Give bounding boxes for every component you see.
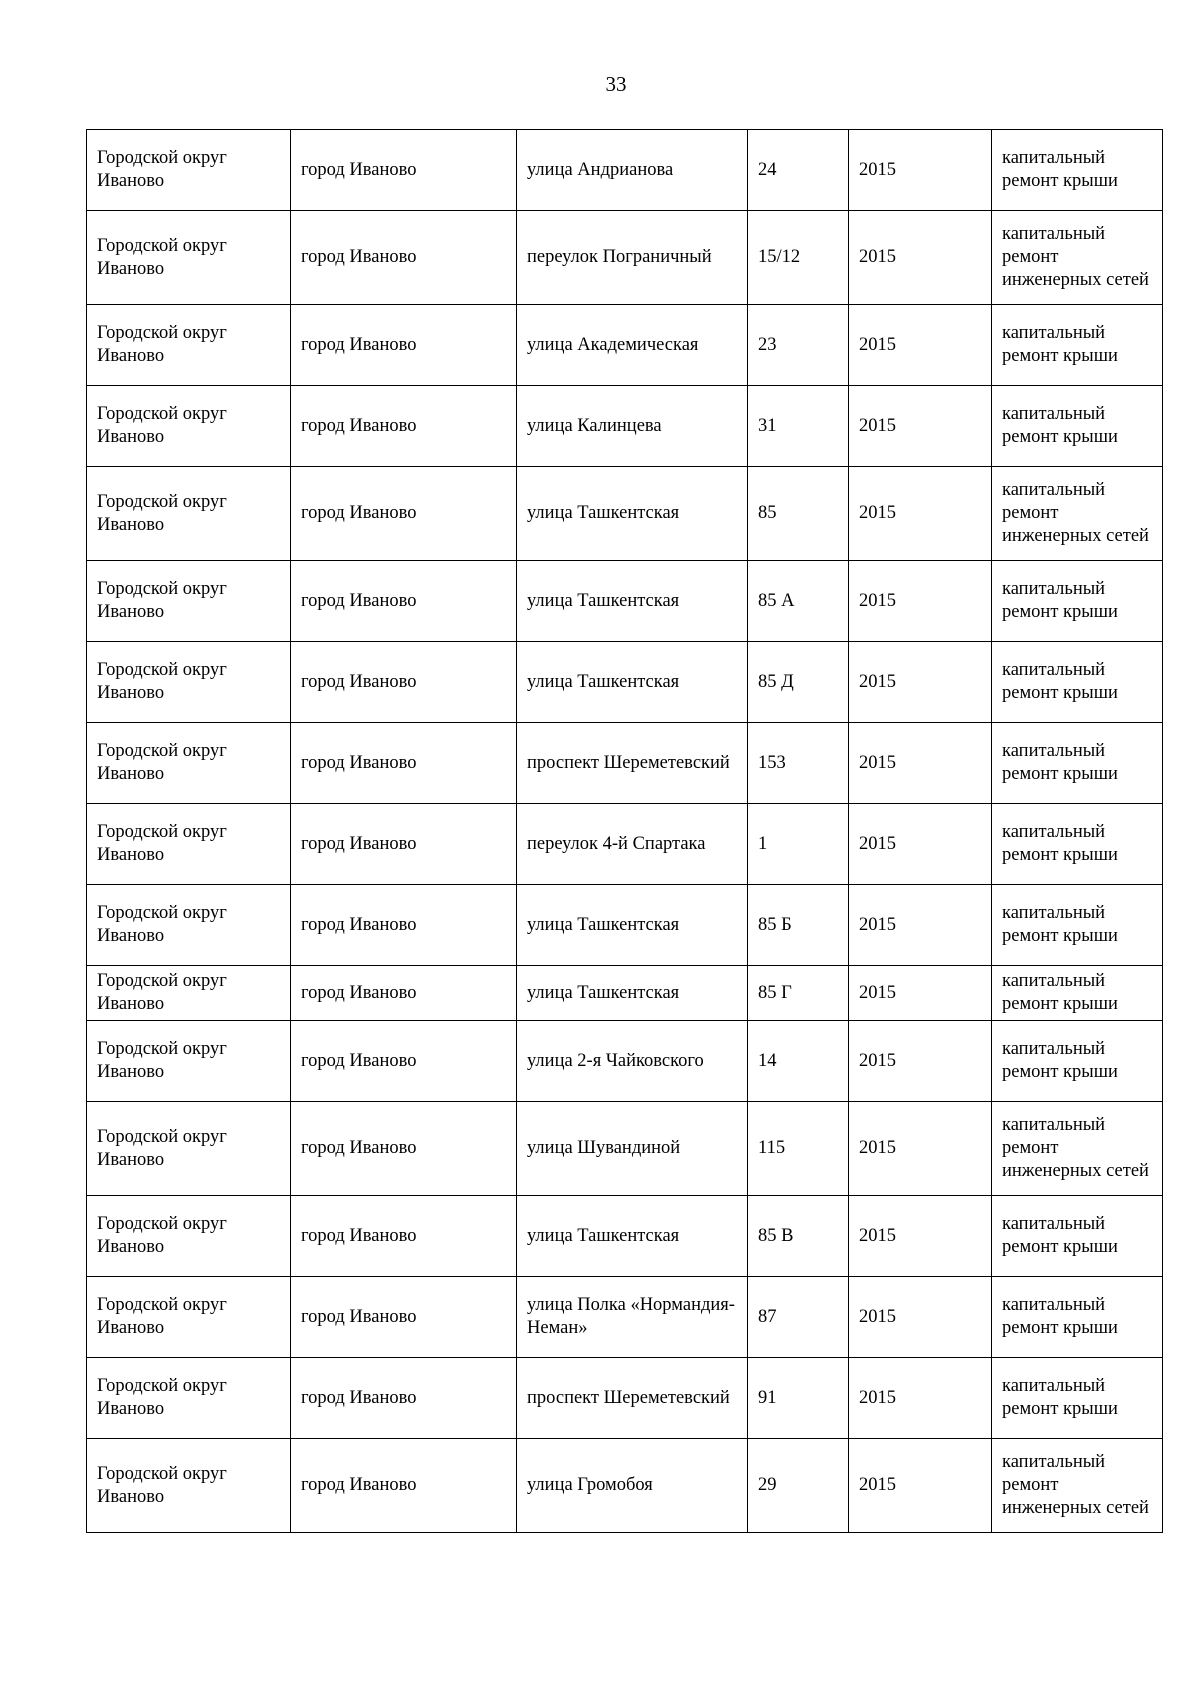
house-number-cell: 85 Б	[748, 885, 849, 966]
table-row	[87, 1021, 1163, 1102]
district-cell: Городской округ Иваново	[87, 211, 291, 305]
city-cell: город Иваново	[291, 885, 517, 966]
street-cell: улица Андрианова	[517, 130, 748, 211]
house-number-cell: 1	[748, 804, 849, 885]
house-number-cell: 85 Г	[748, 966, 849, 1021]
work-type-cell: капитальный ремонт инженерных сетей	[992, 467, 1163, 561]
city-cell: город Иваново	[291, 642, 517, 723]
district-cell: Городской округ Иваново	[87, 1102, 291, 1196]
work-type-cell: капитальный ремонт крыши	[992, 1021, 1163, 1102]
year-cell: 2015	[849, 1439, 992, 1533]
street-cell: улица Ташкентская	[517, 885, 748, 966]
house-number-cell: 24	[748, 130, 849, 211]
year-cell: 2015	[849, 804, 992, 885]
district-cell: Городской округ Иваново	[87, 642, 291, 723]
table-row	[87, 885, 1163, 966]
table-row	[87, 804, 1163, 885]
street-cell: улица Громобоя	[517, 1439, 748, 1533]
year-cell: 2015	[849, 467, 992, 561]
district-cell: Городской округ Иваново	[87, 305, 291, 386]
table-row	[87, 211, 1163, 305]
house-number-cell: 14	[748, 1021, 849, 1102]
table-row	[87, 1196, 1163, 1277]
city-cell: город Иваново	[291, 211, 517, 305]
table-row	[87, 1358, 1163, 1439]
city-cell: город Иваново	[291, 561, 517, 642]
work-type-cell: капитальный ремонт крыши	[992, 386, 1163, 467]
street-cell: улица Ташкентская	[517, 1196, 748, 1277]
house-number-cell: 85 А	[748, 561, 849, 642]
street-cell: улица Ташкентская	[517, 561, 748, 642]
table-row	[87, 1102, 1163, 1196]
table-row	[87, 386, 1163, 467]
street-cell: улица Шувандиной	[517, 1102, 748, 1196]
year-cell: 2015	[849, 723, 992, 804]
year-cell: 2015	[849, 561, 992, 642]
table-body	[87, 130, 1163, 1533]
work-type-cell: капитальный ремонт инженерных сетей	[992, 211, 1163, 305]
district-cell: Городской округ Иваново	[87, 561, 291, 642]
table-row	[87, 130, 1163, 211]
district-cell: Городской округ Иваново	[87, 1196, 291, 1277]
city-cell: город Иваново	[291, 467, 517, 561]
table-row	[87, 966, 1163, 1021]
table-row	[87, 467, 1163, 561]
year-cell: 2015	[849, 211, 992, 305]
work-type-cell: капитальный ремонт крыши	[992, 966, 1163, 1021]
city-cell: город Иваново	[291, 1021, 517, 1102]
district-cell: Городской округ Иваново	[87, 386, 291, 467]
city-cell: город Иваново	[291, 386, 517, 467]
street-cell: проспект Шереметевский	[517, 723, 748, 804]
district-cell: Городской округ Иваново	[87, 1358, 291, 1439]
table-row	[87, 561, 1163, 642]
street-cell: улица Академическая	[517, 305, 748, 386]
table-row	[87, 1439, 1163, 1533]
street-cell: улица Ташкентская	[517, 467, 748, 561]
work-type-cell: капитальный ремонт инженерных сетей	[992, 1439, 1163, 1533]
city-cell: город Иваново	[291, 1358, 517, 1439]
city-cell: город Иваново	[291, 1439, 517, 1533]
work-type-cell: капитальный ремонт крыши	[992, 804, 1163, 885]
year-cell: 2015	[849, 1021, 992, 1102]
street-cell: проспект Шереметевский	[517, 1358, 748, 1439]
city-cell: город Иваново	[291, 1196, 517, 1277]
house-number-cell: 15/12	[748, 211, 849, 305]
district-cell: Городской округ Иваново	[87, 1021, 291, 1102]
house-number-cell: 87	[748, 1277, 849, 1358]
city-cell: город Иваново	[291, 130, 517, 211]
district-cell: Городской округ Иваново	[87, 467, 291, 561]
house-number-cell: 29	[748, 1439, 849, 1533]
work-type-cell: капитальный ремонт крыши	[992, 642, 1163, 723]
year-cell: 2015	[849, 966, 992, 1021]
house-number-cell: 85 Д	[748, 642, 849, 723]
work-type-cell: капитальный ремонт крыши	[992, 723, 1163, 804]
work-type-cell: капитальный ремонт крыши	[992, 561, 1163, 642]
district-cell: Городской округ Иваново	[87, 130, 291, 211]
year-cell: 2015	[849, 1196, 992, 1277]
city-cell: город Иваново	[291, 1277, 517, 1358]
table-row	[87, 1277, 1163, 1358]
house-number-cell: 85	[748, 467, 849, 561]
work-type-cell: капитальный ремонт крыши	[992, 885, 1163, 966]
street-cell: улица Ташкентская	[517, 966, 748, 1021]
year-cell: 2015	[849, 1102, 992, 1196]
house-number-cell: 85 В	[748, 1196, 849, 1277]
table-row	[87, 305, 1163, 386]
house-number-cell: 23	[748, 305, 849, 386]
district-cell: Городской округ Иваново	[87, 1439, 291, 1533]
work-type-cell: капитальный ремонт инженерных сетей	[992, 1102, 1163, 1196]
district-cell: Городской округ Иваново	[87, 1277, 291, 1358]
year-cell: 2015	[849, 386, 992, 467]
district-cell: Городской округ Иваново	[87, 885, 291, 966]
work-type-cell: капитальный ремонт крыши	[992, 130, 1163, 211]
year-cell: 2015	[849, 130, 992, 211]
district-cell: Городской округ Иваново	[87, 804, 291, 885]
work-type-cell: капитальный ремонт крыши	[992, 1196, 1163, 1277]
city-cell: город Иваново	[291, 966, 517, 1021]
house-number-cell: 115	[748, 1102, 849, 1196]
street-cell: улица Полка «Нормандия-Неман»	[517, 1277, 748, 1358]
street-cell: улица Ташкентская	[517, 642, 748, 723]
work-type-cell: капитальный ремонт крыши	[992, 1358, 1163, 1439]
year-cell: 2015	[849, 1277, 992, 1358]
street-cell: улица 2-я Чайковского	[517, 1021, 748, 1102]
house-number-cell: 91	[748, 1358, 849, 1439]
table-row	[87, 723, 1163, 804]
city-cell: город Иваново	[291, 1102, 517, 1196]
year-cell: 2015	[849, 885, 992, 966]
housing-repair-table	[86, 129, 1163, 1533]
year-cell: 2015	[849, 642, 992, 723]
work-type-cell: капитальный ремонт крыши	[992, 305, 1163, 386]
table-row	[87, 642, 1163, 723]
house-number-cell: 31	[748, 386, 849, 467]
street-cell: переулок Пограничный	[517, 211, 748, 305]
district-cell: Городской округ Иваново	[87, 723, 291, 804]
year-cell: 2015	[849, 305, 992, 386]
city-cell: город Иваново	[291, 723, 517, 804]
work-type-cell: капитальный ремонт крыши	[992, 1277, 1163, 1358]
street-cell: переулок 4-й Спартака	[517, 804, 748, 885]
street-cell: улица Калинцева	[517, 386, 748, 467]
house-number-cell: 153	[748, 723, 849, 804]
year-cell: 2015	[849, 1358, 992, 1439]
city-cell: город Иваново	[291, 305, 517, 386]
page-number: 33	[605, 72, 627, 96]
city-cell: город Иваново	[291, 804, 517, 885]
district-cell: Городской округ Иваново	[87, 966, 291, 1021]
